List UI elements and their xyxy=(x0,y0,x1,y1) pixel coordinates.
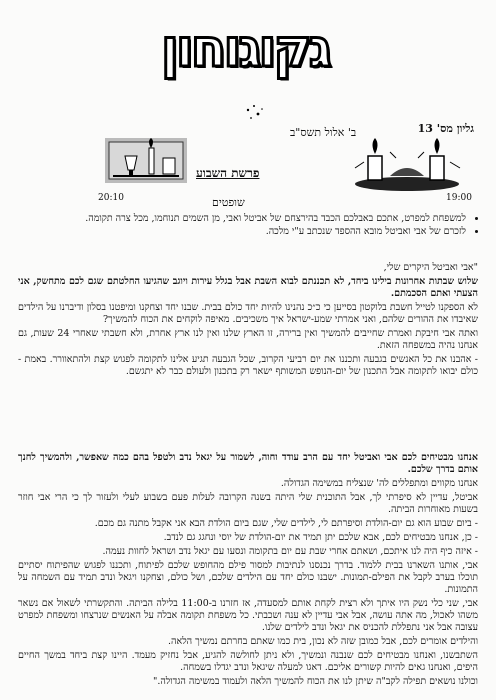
eulogy-paragraph: אנחנו מבטיחים לכם אבי ואביטל יחד עם הרב עודד וחוה, לשמור על יגאל נדב ולטפל בהם כמה שאפשר, ולהמשיך לחנך אותם בדרך שלכם. xyxy=(18,452,478,475)
sabbath-candles-illustration xyxy=(350,138,465,193)
issue-number: גליון מס' 13 xyxy=(417,122,474,135)
hebrew-date: ב' אלול תשס"ב xyxy=(290,126,357,139)
eulogy-paragraph: שלוש שבתות אחרונות בילינו ביחד, לא תכננתם לבוא השבת אבל בגלל עירות ויוגב שהגיעו החלטתם שגם לכם מתחשק, אני הצעתי ואתם הסכמתם. xyxy=(18,276,478,299)
masthead-splatter xyxy=(240,100,270,130)
eulogy-paragraph: - ביום שבוע הוא גם יום-הולדת וסיפרתם לי, לילדים שלי, שגם ביום הולדת הבא אני אקבל מתנה גם מכם. xyxy=(94,518,478,529)
havdalah-time: 20:10 xyxy=(98,193,124,203)
eulogy-paragraph: השתבשנו, ואנחנו מבטיחים לכם שנבנה ונמשיך, ולא ניתן לחולשה להגיע, אבל נחזיק מעמד. היינו קצת ביחד במשך החיים היפים, ואנחנו גאים להיות קשורים אליכם. דאגו למעלה שיגאל ונדב יגדלו בשמחה. xyxy=(18,650,478,673)
eulogy-block-2 xyxy=(18,452,478,690)
eulogy-paragraph: אביטל, עדיין לא סיפרתי לך, אבל התוכנית שלי היתה בשנה הקרובה לעלות פעם בשבוע לעלי ולעזור לך כי הרי אבי חוזר בשעות מאוחרות הביתה. xyxy=(18,492,478,515)
eulogy-paragraph: ואתה אבי חיבקת ואמרת שחייבים להמשיך ואין ברירה, זו הארץ שלנו ואין לנו ארץ אחרת, ולא חשבתי שאחרי 24 שעות, גם אנחנו נהיה במשפחה הזאת. xyxy=(18,328,479,351)
condolence-list xyxy=(18,212,476,239)
list-item: • לזכרם של אבי ואביטל מובא ההספד שנכתב ע"י מלכה. xyxy=(18,226,466,238)
eulogy-paragraph: וכולנו נושאים תפילה לקב"ה שיתן לנו את הכוח להמשיך הלאה ולעמוד במשימה הגדולה." xyxy=(152,676,478,687)
eulogy-paragraph: אבי, שני כלי נשק היו איתך ולא רצית לקחת אותם למסעדה, אז חזרנו ב-11:00 בלילה הביתה. והתקשרתי לשאול אם נשאר משהו לאכול, מה אתה עושה, אבל אבי עדיין לא ענה ושכבתי. כל משפחת תקומה אבלה על האנשים שנרצחו ומשפחת למפרט עצובה אבל אני נתפללת להכניס את יגאל ונדב לילדים שלנו. xyxy=(18,598,478,633)
parasha-heading: פרשת השבוע xyxy=(196,166,260,180)
eulogy-paragraph: - אהבנו את כל האנשים בגבעה ותכננו את יום רביעי הקרוב, שכל הגבעה תגיע אלינו לתקומה לפגוש קצת ולהתאוורר. באמת - כולם יבואו לתקומה אבל התכנון של יום-הנופש המשותף ישאר רק בתכנון ולעולם כבר לא יתגשם. xyxy=(18,354,478,377)
havdalah-illustration xyxy=(105,138,187,183)
candle-lighting-time: 19:00 xyxy=(446,193,472,203)
eulogy-block-1 xyxy=(18,262,478,380)
eulogy-paragraph: אנחנו מקווים ומתפללים לה' שנצליח במשימה הגדולה. xyxy=(280,478,478,489)
eulogy-paragraph: - כן, אנחנו מבטיחים לכם, אבא שלכם יתן תמיד את יום-הולדת של יוסי ונחגג גם לנדב. xyxy=(163,532,478,543)
eulogy-paragraph: והילדים אומרים לכם, אבל כמובן שזה לא נכון, בית כמו שאתם בחרתם נמשיך הלאה. xyxy=(168,636,478,647)
parasha-name: שופטים xyxy=(212,196,245,209)
masthead-title: גקוגוחון xyxy=(161,19,329,79)
eulogy-paragraph: לא הספקנו לטייל חשבת בלוקטון בסייען כי כ״כ נהנינו להיות יחד כולם בבית. שבנו יחד וצחקנו ומיפטנו בסלון ודיברנו על הילדים שאיבדו את ההורים שלהם, ואני אמרתי שמע-ישראל איך משכיבים. מאיפה לוקחים את הכוח להמשיך? xyxy=(18,302,478,325)
eulogy-paragraph: "אבי ואביטל היקרים שלי, xyxy=(383,262,478,273)
eulogy-paragraph: - איזה כיף היה לנו איתכם, ושאתם אחרי שבת עם יום בתקומה ונסעו עם יגאל נדב ושראל לחוות נעמה. xyxy=(102,546,478,557)
eulogy-paragraph: אבי, אותנו השארנו בבית ללמוד. בדרך נכנסנו לנתיבות למסור פילם מהחופש שלכם לפיתוח, ותכננו לפגוש שהפיתוח יסתיים תוכלו בערב לקבל את הפילם-תמונות. ישבנו כולם יחד עם הילדים שלכם, ושל כולם, וצחקנו ויגאל ונדב תמיד עם השמחה על התמונות. xyxy=(18,560,478,595)
list-item: • למשפחת למפרט, אתכם באבלכם הכבד בהירצחם של אביטל ואבי, מן השמים תנוחמו, מכל צרה תקומה. xyxy=(18,213,466,225)
